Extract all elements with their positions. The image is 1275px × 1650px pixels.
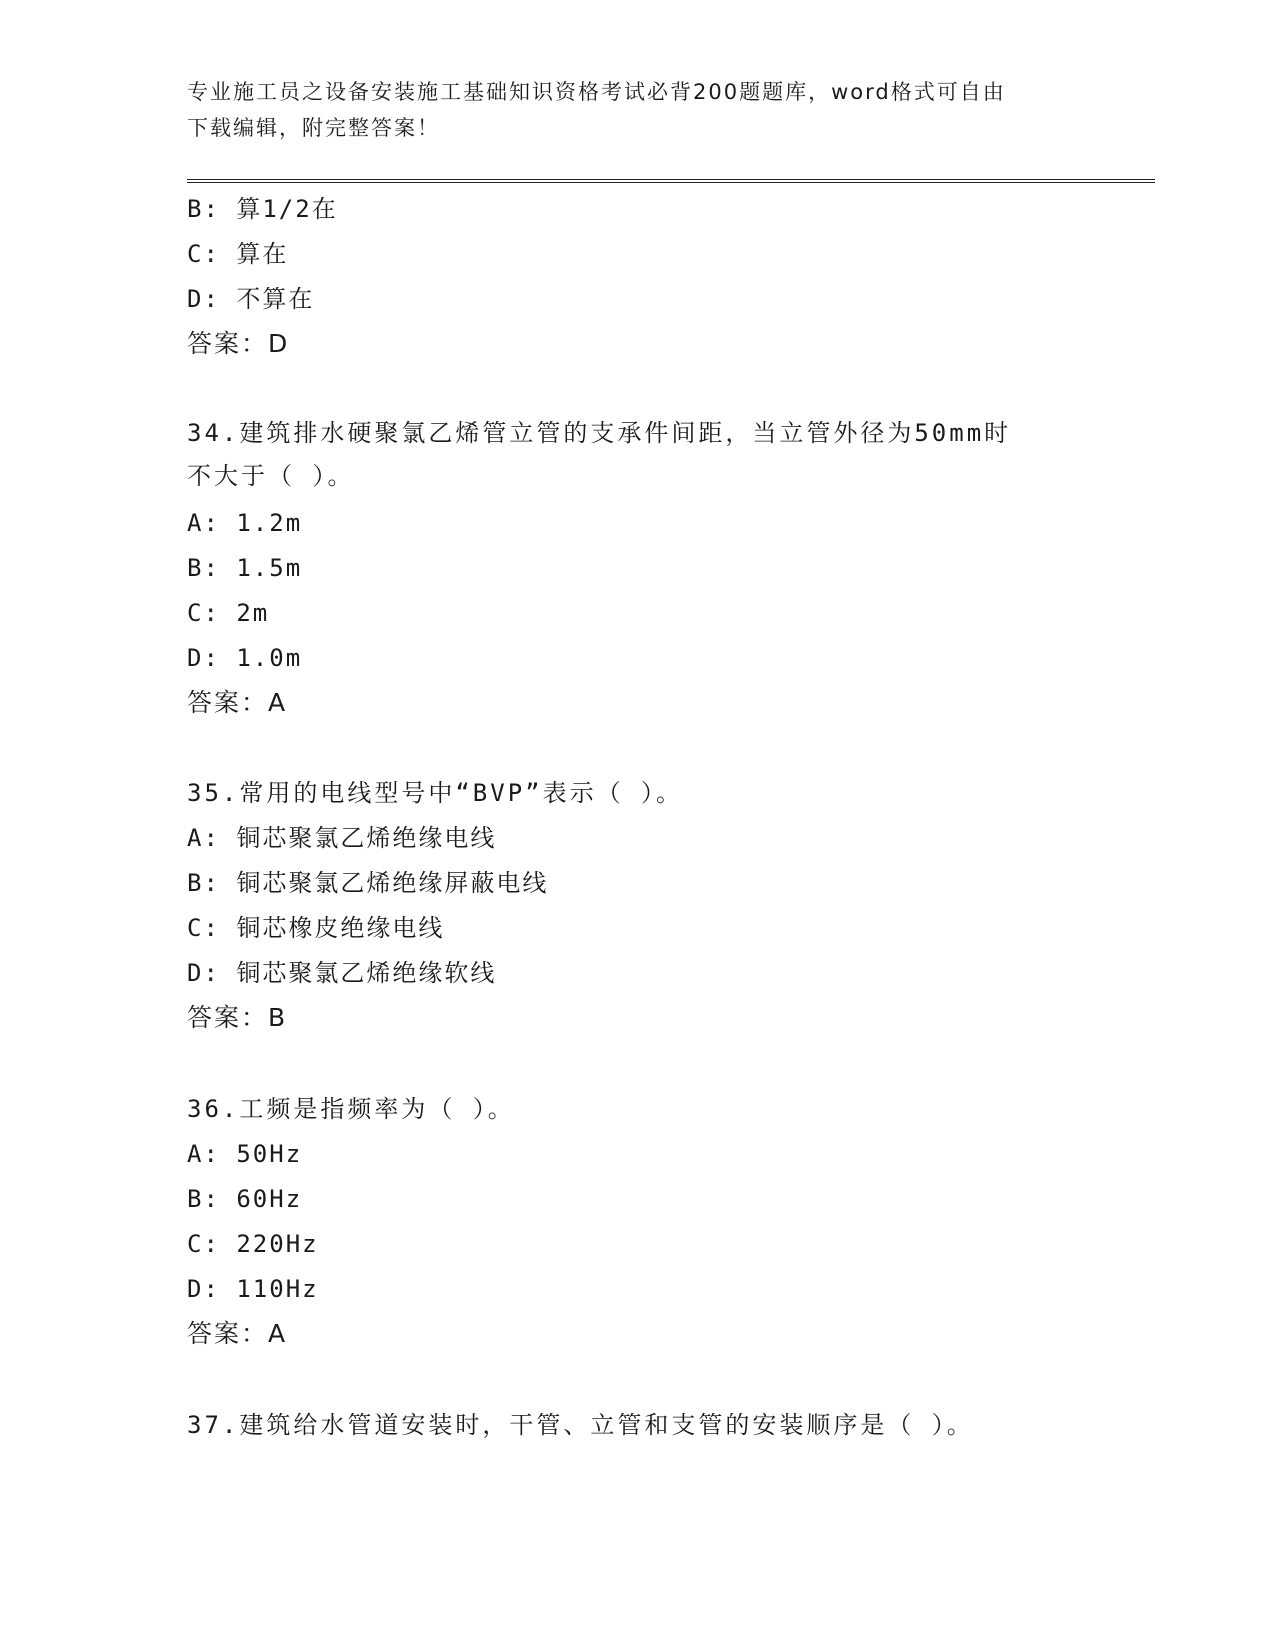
option-line: A: 1.2m [187, 509, 303, 537]
option-line: C: 算在 [187, 240, 289, 268]
option-line: A: 铜芯聚氯乙烯绝缘电线 [187, 824, 497, 852]
header-line-1: 专业施工员之设备安装施工基础知识资格考试必背200题题库，word格式可自由 [187, 80, 1006, 104]
question-stem: 35.常用的电线型号中“BVP”表示（ ）。 [187, 779, 684, 807]
option-line: B: 1.5m [187, 554, 303, 582]
option-line: C: 220Hz [187, 1230, 319, 1258]
header-line-2: 下载编辑，附完整答案！ [187, 116, 440, 140]
option-line: C: 铜芯橡皮绝缘电线 [187, 914, 445, 942]
answer-line: 答案：D [187, 329, 290, 358]
question-stem: 34.建筑排水硬聚氯乙烯管立管的支承件间距，当立管外径为50mm时 [187, 419, 1012, 447]
option-line: D: 1.0m [187, 644, 303, 672]
answer-line: 答案：A [187, 1319, 288, 1348]
question-stem: 37.建筑给水管道安装时，干管、立管和支管的安装顺序是（ ）。 [187, 1411, 974, 1439]
header-divider-bottom [187, 182, 1155, 183]
option-line: B: 60Hz [187, 1185, 303, 1213]
option-line: C: 2m [187, 599, 270, 627]
question-stem: 不大于（ ）。 [187, 462, 355, 490]
option-line: D: 铜芯聚氯乙烯绝缘软线 [187, 959, 497, 987]
question-stem: 36.工频是指频率为（ ）。 [187, 1095, 515, 1123]
option-line: D: 不算在 [187, 285, 315, 313]
option-line: B: 算1/2在 [187, 195, 338, 223]
document-header [187, 74, 1087, 146]
answer-line: 答案：B [187, 1003, 288, 1032]
option-line: A: 50Hz [187, 1140, 303, 1168]
option-line: D: 110Hz [187, 1275, 319, 1303]
header-divider-top [187, 179, 1155, 180]
option-line: B: 铜芯聚氯乙烯绝缘屏蔽电线 [187, 869, 549, 897]
answer-line: 答案：A [187, 688, 288, 717]
